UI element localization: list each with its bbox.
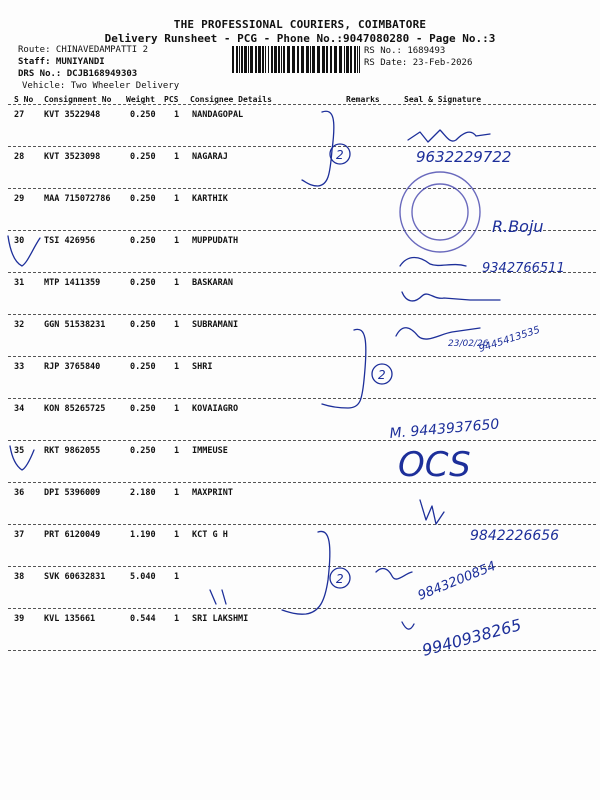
cell-sno: 35	[14, 446, 25, 456]
cell-weight: 0.250	[130, 236, 156, 246]
row-divider	[8, 482, 596, 483]
cell-pcs: 1	[174, 488, 180, 498]
bracket-mark	[282, 531, 330, 614]
cell-pcs: 1	[174, 362, 180, 372]
row-divider	[8, 104, 596, 105]
barcode-bar	[344, 46, 345, 73]
barcode-bar	[258, 46, 261, 73]
row-divider	[8, 440, 596, 441]
handwritten-date: 23/02/26	[448, 339, 489, 349]
row-divider	[8, 356, 596, 357]
cell-sno: 36	[14, 488, 25, 498]
barcode-bar	[357, 46, 358, 73]
barcode-bar	[322, 46, 325, 73]
barcode-bar	[306, 46, 309, 73]
cell-sno: 27	[14, 110, 25, 120]
barcode-bar	[312, 46, 315, 73]
row-divider	[8, 188, 596, 189]
cell-weight: 0.250	[130, 152, 156, 162]
cell-sno: 39	[14, 614, 25, 624]
col-header-pcs: PCS	[164, 95, 179, 104]
handwritten-phone: 9940938265	[420, 615, 524, 660]
row-divider	[8, 566, 596, 567]
company-stamp	[400, 172, 480, 252]
handwritten-phone: 9842226656	[470, 528, 560, 544]
barcode-bar	[301, 46, 304, 73]
cell-pcs: 1	[174, 320, 180, 330]
col-header-consignee: Consignee Details	[190, 95, 272, 104]
cell-pcs: 1	[174, 446, 180, 456]
cell-weight: 5.040	[130, 572, 156, 582]
cell-weight: 0.250	[130, 362, 156, 372]
col-header-remarks: Remarks	[346, 95, 380, 104]
cell-consignee: SRI LAKSHMI	[192, 614, 249, 624]
cell-consignment: KVL 135661	[44, 614, 96, 624]
cell-consignee: KARTHIK	[192, 194, 228, 204]
cell-consignment: KVT 3522948	[44, 110, 101, 120]
row-divider	[8, 146, 596, 147]
cell-weight: 0.250	[130, 194, 156, 204]
barcode-bar	[274, 46, 277, 73]
barcode-bar	[297, 46, 299, 73]
cell-consignee: SHRI	[192, 362, 213, 372]
barcode-bar	[330, 46, 332, 73]
cell-consignment: KON 85265725	[44, 404, 106, 414]
cell-consignee: MUPPUDATH	[192, 236, 239, 246]
cell-sno: 37	[14, 530, 25, 540]
col-header-weight: Weight	[126, 95, 155, 104]
cell-consignment: MTP 1411359	[44, 278, 101, 288]
cell-pcs: 1	[174, 572, 180, 582]
barcode	[232, 46, 360, 73]
handwritten-phone: 9342766511	[482, 261, 565, 276]
barcode-bar	[346, 46, 349, 73]
cell-consignee: IMMEUSE	[192, 446, 228, 456]
cell-weight: 0.250	[130, 320, 156, 330]
row-divider	[8, 650, 596, 651]
signature	[376, 569, 412, 580]
barcode-bar	[310, 46, 311, 73]
bracket-mark	[322, 329, 366, 408]
barcode-bar	[248, 46, 249, 73]
drs-label: DRS No.: DCJB168949303	[18, 69, 138, 79]
circle-mark	[330, 144, 350, 164]
row-divider	[8, 230, 596, 231]
cell-sno: 30	[14, 236, 25, 246]
cell-pcs: 1	[174, 110, 180, 120]
row-divider	[8, 314, 596, 315]
row-divider	[8, 524, 596, 525]
barcode-bar	[239, 46, 240, 73]
cell-consignee: MAXPRINT	[192, 488, 233, 498]
cell-consignee: KOVAIAGRO	[192, 404, 239, 414]
barcode-bar	[354, 46, 356, 73]
signature	[400, 258, 466, 267]
cell-pcs: 1	[174, 194, 180, 204]
cell-weight: 0.250	[130, 404, 156, 414]
barcode-bar	[359, 46, 360, 73]
col-header-consignment: Consignment No	[44, 95, 112, 104]
row-divider	[8, 398, 596, 399]
vehicle-label: Vehicle: Two Wheeler Delivery	[22, 81, 180, 91]
barcode-bar	[271, 46, 273, 73]
barcode-bar	[268, 46, 269, 73]
barcode-bar	[334, 46, 337, 73]
col-header-seal-signature: Seal & Signature	[404, 95, 482, 104]
cell-consignment: TSI 426956	[44, 236, 96, 246]
cell-sno: 29	[14, 194, 25, 204]
company-name: THE PROFESSIONAL COURIERS, COIMBATORE	[173, 18, 427, 31]
cell-sno: 33	[14, 362, 25, 372]
cell-sno: 34	[14, 404, 25, 414]
bracket-mark	[302, 111, 334, 186]
cell-consignment: MAA 715072786	[44, 194, 111, 204]
barcode-bar	[339, 46, 342, 73]
cell-weight: 0.250	[130, 278, 156, 288]
circle-mark-number: 2	[378, 368, 386, 382]
cell-consignee: SUBRAMANI	[192, 320, 239, 330]
cell-pcs: 1	[174, 614, 180, 624]
signature	[408, 130, 490, 142]
cell-consignee: BASKARAN	[192, 278, 233, 288]
cell-sno: 28	[14, 152, 25, 162]
runsheet-title: Delivery Runsheet - PCG - Phone No.:9047080280 - Page No.:3	[104, 32, 496, 45]
cell-weight: 2.180	[130, 488, 156, 498]
handwritten-phone: 9632229722	[416, 148, 512, 166]
circle-mark-number: 2	[336, 148, 344, 162]
cell-consignment: RKT 9862055	[44, 446, 101, 456]
barcode-bar	[281, 46, 282, 73]
handwritten-phone: 9445413535	[477, 324, 542, 355]
route-label: Route: CHINAVEDAMPATTI 2	[18, 45, 149, 55]
barcode-bar	[287, 46, 290, 73]
cell-pcs: 1	[174, 278, 180, 288]
cell-consignee: KCT G H	[192, 530, 228, 540]
staff-label: Staff: MUNIYANDI	[18, 57, 105, 67]
cell-consignee: NAGARAJ	[192, 152, 228, 162]
cell-weight: 0.250	[130, 446, 156, 456]
cell-pcs: 1	[174, 152, 180, 162]
cell-consignee: NANDAGOPAL	[192, 110, 244, 120]
barcode-bar	[241, 46, 243, 73]
circle-mark-number: 2	[336, 572, 344, 586]
rs-number: RS No.: 1689493	[364, 46, 446, 56]
row-divider	[8, 608, 596, 609]
barcode-bar	[317, 46, 320, 73]
handwritten-phone: M. 9443937650	[388, 416, 500, 442]
barcode-bar	[255, 46, 257, 73]
barcode-bar	[236, 46, 238, 73]
rs-date: RS Date: 23-Feb-2026	[364, 58, 473, 68]
barcode-bar	[250, 46, 253, 73]
cell-sno: 31	[14, 278, 25, 288]
barcode-bar	[244, 46, 247, 73]
cell-sno: 38	[14, 572, 25, 582]
barcode-bar	[283, 46, 285, 73]
cell-consignment: DPI 5396009	[44, 488, 101, 498]
signature	[420, 500, 444, 524]
cell-consignment: PRT 6120049	[44, 530, 101, 540]
handwritten-phone: 9843200854	[415, 558, 499, 604]
barcode-bar	[292, 46, 295, 73]
signature	[402, 622, 414, 629]
barcode-bar	[350, 46, 352, 73]
cell-pcs: 1	[174, 404, 180, 414]
circle-mark	[372, 364, 392, 384]
circle-mark	[330, 568, 350, 588]
row-divider	[8, 272, 596, 273]
signature	[396, 328, 480, 339]
cell-consignment: GGN 51538231	[44, 320, 106, 330]
barcode-bar	[278, 46, 280, 73]
cell-consignment: KVT 3523098	[44, 152, 101, 162]
handwritten-name: R.Boju	[492, 217, 544, 236]
cell-sno: 32	[14, 320, 25, 330]
barcode-bar	[262, 46, 264, 73]
handwritten-ocs: OCS	[398, 445, 471, 485]
cell-weight: 1.190	[130, 530, 156, 540]
cell-consignment: SVK 60632831	[44, 572, 106, 582]
cell-weight: 0.544	[130, 614, 156, 624]
barcode-bar	[326, 46, 328, 73]
cell-weight: 0.250	[130, 110, 156, 120]
barcode-bar	[232, 46, 234, 73]
col-header-sno: S No	[14, 95, 34, 104]
cell-consignment: RJP 3765840	[44, 362, 101, 372]
barcode-bar	[265, 46, 266, 73]
cell-pcs: 1	[174, 236, 180, 246]
cell-pcs: 1	[174, 530, 180, 540]
signature	[402, 292, 500, 301]
